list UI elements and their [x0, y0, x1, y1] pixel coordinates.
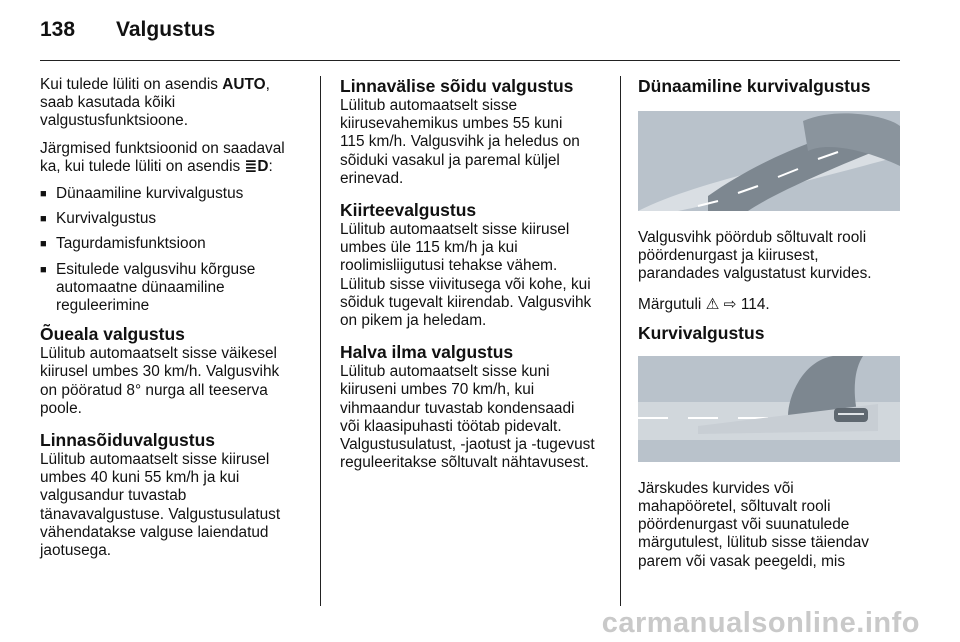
intro-paragraph: Kui tulede lüliti on asendis AUTO, saab kasutada kõiki valgustusfunktsioone.: [40, 76, 270, 130]
column-3: [638, 76, 904, 583]
auto-label: AUTO: [222, 76, 266, 93]
warning-indicator-icon: ⚠: [705, 295, 720, 313]
section-kurvi-text: Järskudes kurvides või mahapööretel, sõltuvalt rooli pöördenurgast või suunatulede märgutulest, lülitub sisse täiendav parem või vasak peegeldi, mis: [638, 479, 869, 570]
page-title: Valgustus: [116, 18, 216, 41]
list-item: ■ Dünaamiline kurvivalgustus: [40, 185, 306, 203]
section-linnasoidu: Linnasõiduvalgustus Lülitub automaatselt sisse kiirusel umbes 40 kuni 55 km/h ja kui valgusandur tuvastab tänavavalgustuse. Valgustusulatust vähendatakse valguse laiendatud jaotusega.: [40, 430, 306, 560]
watermark: carmanualsonline.info: [601, 607, 920, 639]
section-oueala: Õueala valgustus Lülitub automaatselt sisse väikesel kiirusel umbes 30 km/h. Valgusvihk on pööratud 8° nurga all teeserva poole.: [40, 324, 306, 418]
page-reference-arrow-icon: ⇨: [723, 295, 737, 313]
list-item: ■ Tagurdamisfunktsioon: [40, 235, 306, 253]
section-linnavalise: Linnavälise sõidu valgustus Lülitub automaatselt sisse kiirusevahemikus umbes 55 kuni 115 km/h. Valgusvihk ja heledus on sõiduki vasakul ja paremal küljel erinevad.: [340, 76, 606, 188]
header-rule: [40, 60, 900, 61]
column-2: [340, 76, 606, 484]
section-kiirtee: Kiirteevalgustus Lülitub automaatselt sisse kiirusel umbes üle 115 km/h ja kui roolimisliigutusi tehakse vähem. Lülitub sisse viivitusega või kohe, kui sõiduk tugevalt kiirendab. Valgusvihk on pikem ja heledam.: [340, 200, 606, 330]
functions-paragraph: Järgmised funktsioonid on saadaval ka, kui tulede lüliti on asendis ≣D:: [40, 139, 285, 175]
cornering-light-illustration: [638, 356, 900, 462]
column-divider-2: [620, 76, 621, 606]
section-title: Õueala valgustus: [40, 324, 185, 345]
section-halva-ilma: Halva ilma valgustus Lülitub automaatselt sisse kuni kiiruseni umbes 70 km/h, kui vihmaandur tuvastab kondensaadi või klaasipuhasti töötab pidevalt. Valgustusulatust, -jaotust ja -tugevust reguleeritakse sõltuvalt nähtavusest.: [340, 342, 606, 472]
section-title: Linnavälise sõidu valgustus: [340, 76, 574, 96]
section-title: Kurvivalgustus: [638, 322, 765, 343]
section-dynamic-text: Valgusvihk pöördub sõltuvalt rooli pöördenurgast ja kiirusest, parandades valgustatust kurvides.: [638, 229, 872, 283]
page-number: 138: [40, 18, 76, 41]
headlight-symbol-icon: ≣D: [244, 157, 269, 175]
section-title: Kiirteevalgustus: [340, 200, 477, 221]
function-list: [40, 185, 306, 315]
section-title: Linnasõiduvalgustus: [40, 430, 216, 451]
column-divider-1: [320, 76, 321, 606]
warning-reference: Märgutuli ⚠ ⇨ 114.: [638, 295, 770, 313]
section-title: Dünaamiline kurvivalgustus: [638, 76, 871, 96]
section-title: Halva ilma valgustus: [340, 342, 514, 363]
list-item: ■ Kurvivalgustus: [40, 210, 306, 228]
dynamic-cornering-light-illustration: [638, 111, 900, 211]
column-1: [40, 76, 306, 572]
list-item: ■ Esitulede valgusvihu kõrguse automaatne dünaamiline reguleerimine: [40, 261, 306, 316]
